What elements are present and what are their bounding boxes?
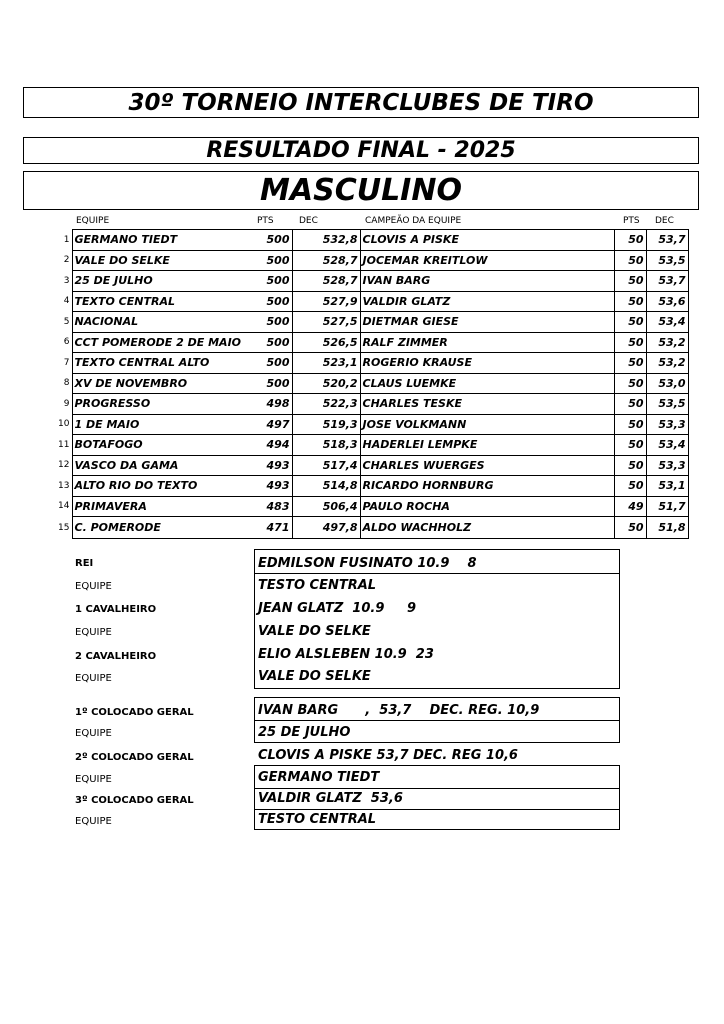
position: 14 bbox=[58, 501, 70, 512]
team-pts: 500 bbox=[254, 291, 292, 312]
team-pts: 494 bbox=[254, 435, 292, 456]
table-row bbox=[52, 230, 688, 251]
team-pts: 493 bbox=[254, 455, 292, 476]
champion-name: RICARDO HORNBURG bbox=[360, 476, 614, 497]
rei-team-label: EQUIPE bbox=[75, 581, 112, 592]
team-name: 1 DE MAIO bbox=[72, 414, 254, 435]
champion-pts: 50 bbox=[614, 291, 646, 312]
team-name: VASCO DA GAMA bbox=[72, 455, 254, 476]
first-place-value: IVAN BARG , 53,7 DEC. REG. 10,9 bbox=[258, 703, 540, 718]
champion-pts: 50 bbox=[614, 517, 646, 539]
team-dec: 517,4 bbox=[292, 455, 360, 476]
team-dec: 532,8 bbox=[292, 230, 360, 251]
second-place-team-value: GERMANO TIEDT bbox=[258, 770, 380, 785]
champion-name: CLAUS LUEMKE bbox=[360, 373, 614, 394]
champion-pts: 50 bbox=[614, 476, 646, 497]
cavalheiro2-label: 2 CAVALHEIRO bbox=[75, 651, 157, 662]
table-row bbox=[52, 414, 688, 435]
champion-pts: 50 bbox=[614, 271, 646, 292]
results-table-body bbox=[52, 230, 688, 539]
table-row bbox=[52, 271, 688, 292]
champion-dec: 53,2 bbox=[646, 332, 688, 353]
team-pts: 500 bbox=[254, 230, 292, 251]
header-pts: PTS bbox=[257, 216, 274, 226]
champion-pts: 50 bbox=[614, 435, 646, 456]
results-table bbox=[52, 229, 689, 539]
third-place-team-value: TESTO CENTRAL bbox=[258, 812, 377, 827]
team-name: BOTAFOGO bbox=[72, 435, 254, 456]
position: 4 bbox=[63, 296, 70, 307]
table-row bbox=[52, 517, 688, 539]
header-dec: DEC bbox=[299, 216, 318, 226]
position: 7 bbox=[63, 357, 70, 368]
champion-pts: 50 bbox=[614, 414, 646, 435]
team-name: GERMANO TIEDT bbox=[72, 230, 254, 251]
cavalheiro1-team-value: VALE DO SELKE bbox=[258, 624, 371, 639]
champion-dec: 53,2 bbox=[646, 353, 688, 374]
header-champion: CAMPEÃO DA EQUIPE bbox=[365, 216, 462, 226]
rei-value: EDMILSON FUSINATO 10.9 8 bbox=[258, 556, 477, 571]
position: 12 bbox=[58, 460, 70, 471]
champion-dec: 53,4 bbox=[646, 312, 688, 333]
team-dec: 514,8 bbox=[292, 476, 360, 497]
team-name: TEXTO CENTRAL ALTO bbox=[72, 353, 254, 374]
champion-dec: 53,0 bbox=[646, 373, 688, 394]
team-dec: 497,8 bbox=[292, 517, 360, 539]
team-pts: 497 bbox=[254, 414, 292, 435]
position: 8 bbox=[63, 378, 70, 389]
third-place-team-label: EQUIPE bbox=[75, 816, 112, 827]
position: 11 bbox=[58, 439, 70, 450]
divider bbox=[254, 788, 620, 789]
champion-name: ROGERIO KRAUSE bbox=[360, 353, 614, 374]
team-name: XV DE NOVEMBRO bbox=[72, 373, 254, 394]
team-dec: 527,9 bbox=[292, 291, 360, 312]
team-dec: 528,7 bbox=[292, 250, 360, 271]
team-name: VALE DO SELKE bbox=[72, 250, 254, 271]
rei-label: REI bbox=[75, 558, 94, 569]
cavalheiro2-value: ELIO ALSLEBEN 10.9 23 bbox=[258, 647, 434, 662]
team-name: ALTO RIO DO TEXTO bbox=[72, 476, 254, 497]
champion-name: DIETMAR GIESE bbox=[360, 312, 614, 333]
table-row bbox=[52, 435, 688, 456]
champion-dec: 51,8 bbox=[646, 517, 688, 539]
team-name: NACIONAL bbox=[72, 312, 254, 333]
champion-dec: 51,7 bbox=[646, 496, 688, 517]
table-row bbox=[52, 353, 688, 374]
team-dec: 520,2 bbox=[292, 373, 360, 394]
champion-dec: 53,3 bbox=[646, 414, 688, 435]
first-place-team-value: 25 DE JULHO bbox=[258, 725, 351, 740]
champion-name: HADERLEI LEMPKE bbox=[360, 435, 614, 456]
champion-dec: 53,6 bbox=[646, 291, 688, 312]
champion-pts: 50 bbox=[614, 353, 646, 374]
team-pts: 500 bbox=[254, 271, 292, 292]
category-title: MASCULINO bbox=[23, 171, 699, 210]
team-name: PROGRESSO bbox=[72, 394, 254, 415]
champion-pts: 50 bbox=[614, 394, 646, 415]
position: 10 bbox=[58, 419, 70, 430]
champion-name: JOSE VOLKMANN bbox=[360, 414, 614, 435]
champion-dec: 53,5 bbox=[646, 394, 688, 415]
cavalheiro1-value: JEAN GLATZ 10.9 9 bbox=[258, 601, 417, 616]
team-dec: 522,3 bbox=[292, 394, 360, 415]
champion-name: CLOVIS A PISKE bbox=[360, 230, 614, 251]
table-row bbox=[52, 291, 688, 312]
team-pts: 500 bbox=[254, 312, 292, 333]
champion-pts: 50 bbox=[614, 455, 646, 476]
table-row bbox=[52, 332, 688, 353]
champion-dec: 53,5 bbox=[646, 250, 688, 271]
divider bbox=[254, 720, 620, 721]
champion-pts: 50 bbox=[614, 373, 646, 394]
divider bbox=[254, 573, 620, 574]
champion-pts: 50 bbox=[614, 312, 646, 333]
position: 5 bbox=[63, 316, 70, 327]
champion-name: RALF ZIMMER bbox=[360, 332, 614, 353]
position: 6 bbox=[63, 337, 70, 348]
team-dec: 506,4 bbox=[292, 496, 360, 517]
team-dec: 519,3 bbox=[292, 414, 360, 435]
champion-pts: 50 bbox=[614, 230, 646, 251]
champion-dec: 53,4 bbox=[646, 435, 688, 456]
team-name: TEXTO CENTRAL bbox=[72, 291, 254, 312]
rei-team-value: TESTO CENTRAL bbox=[258, 578, 377, 593]
champion-dec: 53,1 bbox=[646, 476, 688, 497]
team-pts: 500 bbox=[254, 373, 292, 394]
first-place-label: 1º COLOCADO GERAL bbox=[75, 707, 194, 718]
champion-name: ALDO WACHHOLZ bbox=[360, 517, 614, 539]
position: 15 bbox=[58, 522, 70, 533]
team-name: CCT POMERODE 2 DE MAIO bbox=[72, 332, 254, 353]
cavalheiro1-label: 1 CAVALHEIRO bbox=[75, 604, 157, 615]
champion-name: VALDIR GLATZ bbox=[360, 291, 614, 312]
third-place-label: 3º COLOCADO GERAL bbox=[75, 795, 194, 806]
champion-pts: 49 bbox=[614, 496, 646, 517]
champion-pts: 50 bbox=[614, 250, 646, 271]
team-pts: 493 bbox=[254, 476, 292, 497]
table-row bbox=[52, 373, 688, 394]
team-dec: 527,5 bbox=[292, 312, 360, 333]
table-row bbox=[52, 312, 688, 333]
table-row bbox=[52, 250, 688, 271]
cavalheiro2-team-value: VALE DO SELKE bbox=[258, 669, 371, 684]
champion-name: IVAN BARG bbox=[360, 271, 614, 292]
second-place-team-label: EQUIPE bbox=[75, 774, 112, 785]
third-place-value: VALDIR GLATZ 53,6 bbox=[258, 791, 403, 806]
champion-name: CHARLES TESKE bbox=[360, 394, 614, 415]
team-dec: 526,5 bbox=[292, 332, 360, 353]
first-place-team-label: EQUIPE bbox=[75, 728, 112, 739]
position: 1 bbox=[63, 234, 70, 245]
team-pts: 471 bbox=[254, 517, 292, 539]
position: 2 bbox=[63, 255, 70, 266]
team-dec: 518,3 bbox=[292, 435, 360, 456]
second-place-value: CLOVIS A PISKE 53,7 DEC. REG 10,6 bbox=[258, 748, 518, 763]
team-name: C. POMERODE bbox=[72, 517, 254, 539]
header-champion-dec: DEC bbox=[655, 216, 674, 226]
position: 9 bbox=[63, 398, 70, 409]
team-name: 25 DE JULHO bbox=[72, 271, 254, 292]
champion-name: JOCEMAR KREITLOW bbox=[360, 250, 614, 271]
divider bbox=[254, 809, 620, 810]
champion-dec: 53,7 bbox=[646, 230, 688, 251]
team-dec: 528,7 bbox=[292, 271, 360, 292]
champion-dec: 53,7 bbox=[646, 271, 688, 292]
team-pts: 500 bbox=[254, 250, 292, 271]
result-title: RESULTADO FINAL - 2025 bbox=[23, 137, 699, 164]
champion-name: PAULO ROCHA bbox=[360, 496, 614, 517]
position: 3 bbox=[63, 275, 70, 286]
position: 13 bbox=[58, 480, 70, 491]
team-name: PRIMAVERA bbox=[72, 496, 254, 517]
champion-dec: 53,3 bbox=[646, 455, 688, 476]
team-dec: 523,1 bbox=[292, 353, 360, 374]
champion-name: CHARLES WUERGES bbox=[360, 455, 614, 476]
table-row bbox=[52, 455, 688, 476]
header-champion-pts: PTS bbox=[623, 216, 640, 226]
cavalheiro2-team-label: EQUIPE bbox=[75, 673, 112, 684]
tournament-title: 30º TORNEIO INTERCLUBES DE TIRO bbox=[23, 87, 699, 118]
team-pts: 498 bbox=[254, 394, 292, 415]
table-row bbox=[52, 394, 688, 415]
header-team: EQUIPE bbox=[76, 216, 110, 226]
team-pts: 500 bbox=[254, 353, 292, 374]
team-pts: 500 bbox=[254, 332, 292, 353]
table-row bbox=[52, 496, 688, 517]
second-place-label: 2º COLOCADO GERAL bbox=[75, 752, 194, 763]
team-pts: 483 bbox=[254, 496, 292, 517]
champion-pts: 50 bbox=[614, 332, 646, 353]
cavalheiro1-team-label: EQUIPE bbox=[75, 627, 112, 638]
table-row bbox=[52, 476, 688, 497]
